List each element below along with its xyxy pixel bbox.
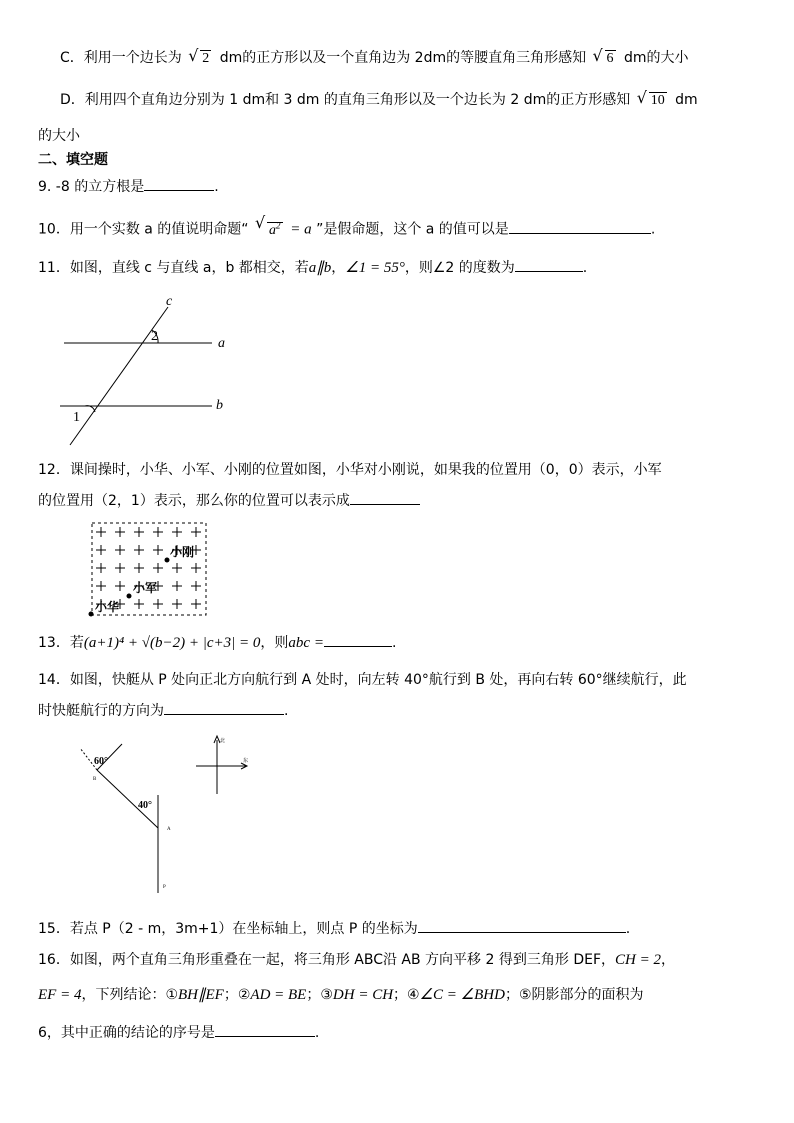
answer-blank[interactable] bbox=[215, 1022, 315, 1037]
sqrt-a-squared: √ $a^2$ bbox=[257, 215, 283, 241]
angle-condition: ∠1 = 55° bbox=[345, 260, 405, 276]
label-xiaojun: 小军 bbox=[133, 581, 158, 595]
question-16: 16．如图，两个直角三角形重叠在一起，将三角形 ABC沿 AB 方向平移 2 得到三角形 DEF，CH = 2， bbox=[38, 952, 675, 968]
question-14-line2: 时快艇航行的方向为 . bbox=[38, 700, 288, 721]
label-P: P bbox=[163, 885, 166, 890]
label-east: 东 bbox=[243, 759, 249, 764]
question-16-line2: EF = 4，下列结论：①BH∥EF；②AD = BE；③DH = CH；④∠C = ∠BHD；⑤阴影部分的面积为 bbox=[38, 987, 644, 1003]
question-11: 11．如图，直线 c 与直线 a，b 都相交，若a∥b，∠1 = 55°，则∠2 的度数为 . bbox=[38, 257, 587, 278]
label-angle-2: 2 bbox=[151, 329, 158, 344]
label-a: a bbox=[218, 336, 225, 351]
label-xiaogang: 小刚 bbox=[170, 545, 195, 559]
option-c-text-mid: dm的正方形以及一个直角边为 2dm的等腰直角三角形感知 bbox=[219, 50, 587, 66]
question-9: 9. -8 的立方根是 . bbox=[38, 176, 219, 197]
option-d-text-end: dm bbox=[675, 92, 698, 108]
label-xiaohua: 小华 bbox=[95, 600, 120, 614]
label-B: B bbox=[93, 777, 97, 782]
option-d-wrap: 的大小 bbox=[38, 128, 80, 144]
sqrt-10: √ 10 bbox=[639, 90, 667, 111]
question-15: 15．若点 P（2 - m，3m+1）在坐标轴上，则点 P 的坐标为 . bbox=[38, 918, 630, 939]
question-13: 13．若(a+1)⁴ + √(b−2) + |c+3| = 0，则abc = . bbox=[38, 632, 396, 653]
label-A: A bbox=[167, 827, 171, 832]
question-10: 10．用一个实数 a 的值说明命题“ √ $a^2 = a$ ”是假命题，这个 a 的值可以是 . bbox=[38, 215, 655, 241]
question-16-line3: 6，其中正确的结论的序号是 . bbox=[38, 1022, 319, 1043]
option-d-text: D．利用四个直角边分别为 1 dm和 3 dm 的直角三角形以及一个边长为 2 dm的正方形感知 bbox=[60, 92, 631, 108]
question-12: 12．课间操时，小华、小军、小刚的位置如图，小华对小刚说，如果我的位置用（0，0）表示，小军 bbox=[38, 462, 662, 478]
label-north: 北 bbox=[220, 739, 226, 744]
option-c-text: C．利用一个边长为 bbox=[60, 50, 182, 66]
parallel-condition: a∥b bbox=[308, 260, 332, 276]
option-c-text-end: dm的大小 bbox=[624, 50, 689, 66]
label-60deg: 60° bbox=[94, 756, 108, 767]
label-40deg: 40° bbox=[138, 800, 152, 811]
equation: (a+1)⁴ + √(b−2) + |c+3| = 0 bbox=[83, 635, 261, 651]
section-heading: 二、填空题 bbox=[38, 152, 108, 168]
label-angle-1: 1 bbox=[73, 410, 80, 425]
label-b: b bbox=[216, 398, 223, 413]
question-12-line2: 的位置用（2，1）表示，那么你的位置可以表示成 bbox=[38, 490, 420, 511]
label-c: c bbox=[166, 294, 173, 309]
sqrt-6: √ 6 bbox=[595, 48, 616, 69]
sqrt-2: √ 2 bbox=[190, 48, 211, 69]
question-14: 14．如图，快艇从 P 处向正北方向航行到 A 处时，向左转 40°航行到 B 处，再向右转 60°继续航行，此 bbox=[38, 672, 687, 688]
answer-blank[interactable] bbox=[418, 918, 626, 933]
